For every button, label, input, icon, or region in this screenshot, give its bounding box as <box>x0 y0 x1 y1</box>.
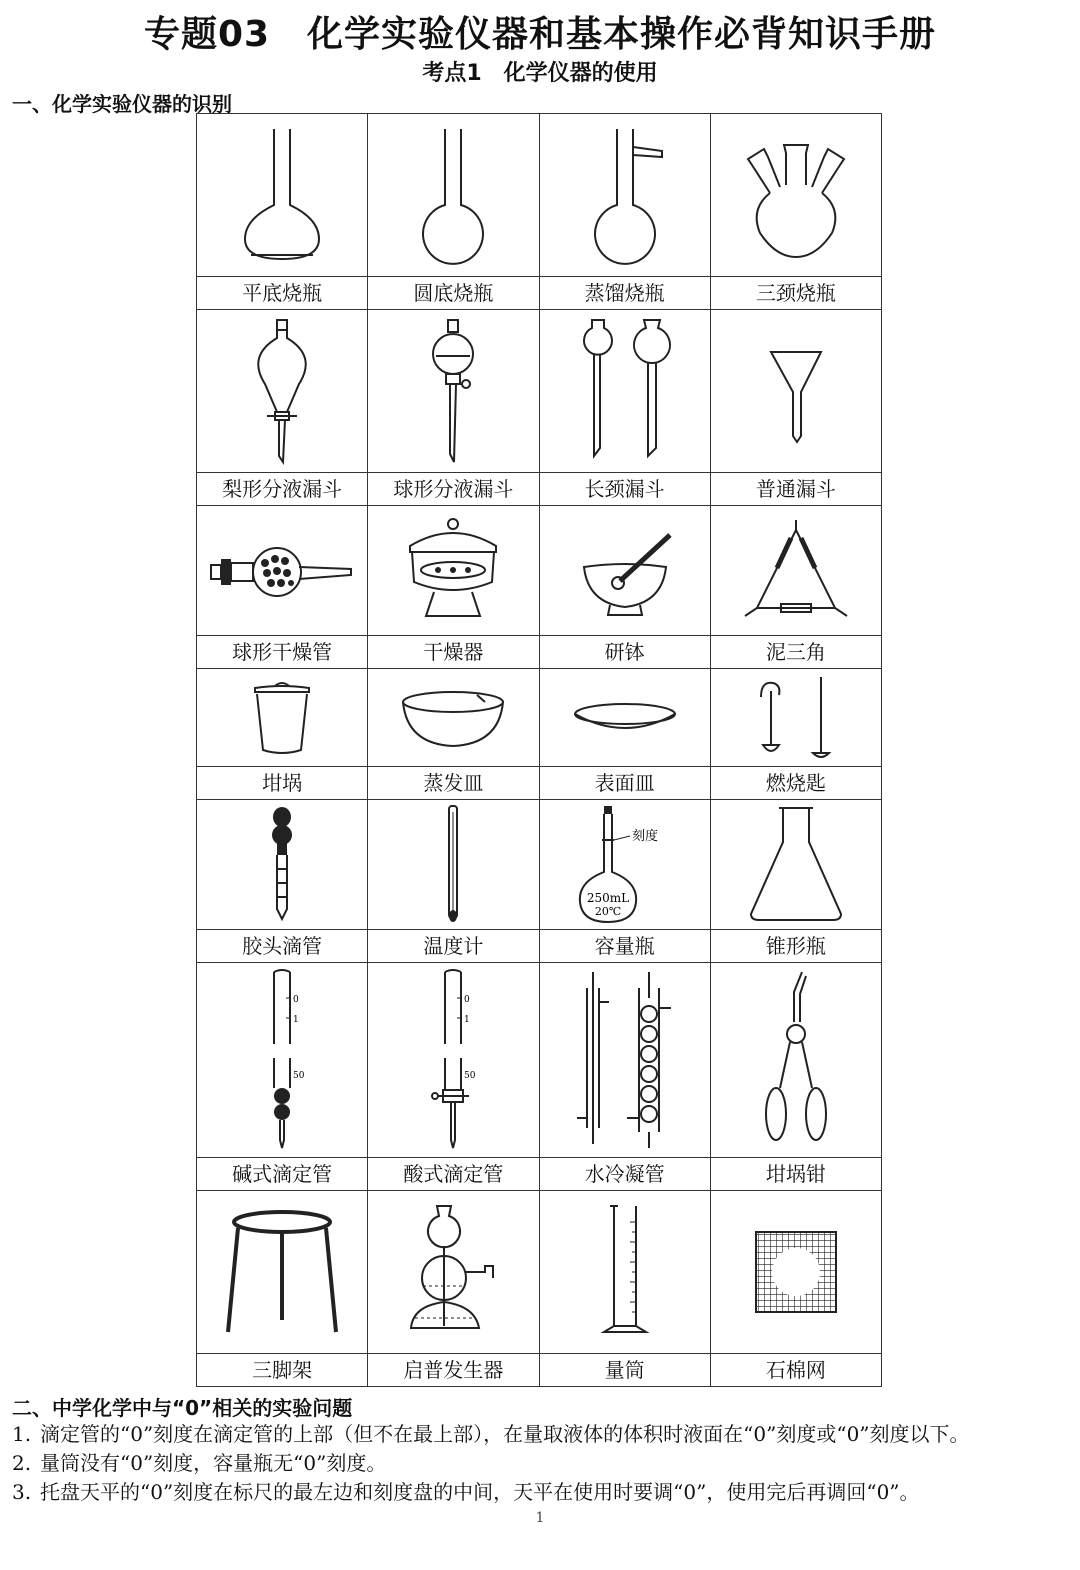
asbestos-gauze-icon <box>746 1222 846 1322</box>
label-long-neck-funnel: 长颈漏斗 <box>539 473 710 506</box>
label-distillation-flask: 蒸馏烧瓶 <box>539 277 710 310</box>
acid-burette-zero: 0 <box>464 994 471 1005</box>
flat-bottom-flask-icon <box>237 125 327 265</box>
spherical-separatory-funnel-icon <box>408 316 498 466</box>
page-subtitle: 考点1 化学仪器的使用 <box>422 61 658 86</box>
base-burette-fifty: 50 <box>293 1070 305 1081</box>
thermometer-cell <box>368 800 539 930</box>
note-text: 托盘天平的“0”刻度在标尺的最左边和刻度盘的中间，天平在使用时要调“0”，使用完后再调回“0”。 <box>40 1480 920 1504</box>
page-number: 1 <box>535 1510 545 1526</box>
desiccator-cell <box>368 506 539 636</box>
pear-separatory-funnel-cell <box>197 310 368 473</box>
tripod-cell <box>197 1191 368 1354</box>
clay-triangle-cell <box>710 506 881 636</box>
watch-glass-cell <box>539 669 710 767</box>
label-volumetric-flask: 容量瓶 <box>539 930 710 963</box>
crucible-tongs-cell <box>710 963 881 1158</box>
label-base-burette: 碱式滴定管 <box>197 1158 368 1191</box>
section-1-heading: 一、化学实验仪器的识别 <box>12 92 232 116</box>
label-flat-bottom-flask: 平底烧瓶 <box>197 277 368 310</box>
flask-volume-label: 250mL <box>586 891 629 905</box>
label-combustion-spoon: 燃烧匙 <box>710 767 881 800</box>
label-crucible: 坩埚 <box>197 767 368 800</box>
base-burette-one: 1 <box>293 1014 299 1025</box>
distillation-flask-cell <box>539 114 710 277</box>
note-text: 量筒没有“0”刻度，容量瓶无“0”刻度。 <box>40 1451 387 1475</box>
spherical-separatory-funnel-cell <box>368 310 539 473</box>
drying-tube-icon <box>207 521 357 621</box>
acid-burette-fifty: 50 <box>464 1070 476 1081</box>
evaporating-dish-cell <box>368 669 539 767</box>
thermometer-icon <box>423 802 483 927</box>
dropper-cell <box>197 800 368 930</box>
funnel-cell <box>710 310 881 473</box>
combustion-spoon-cell <box>710 669 881 767</box>
note-item <box>12 1478 1072 1507</box>
kipp-generator-icon <box>393 1202 513 1342</box>
note-item <box>12 1449 1072 1478</box>
mortar-cell <box>539 506 710 636</box>
acid-burette-cell <box>368 963 539 1158</box>
label-clay-triangle: 泥三角 <box>710 636 881 669</box>
label-funnel: 普通漏斗 <box>710 473 881 506</box>
label-mortar: 研钵 <box>539 636 710 669</box>
label-desiccator: 干燥器 <box>368 636 539 669</box>
label-kipp-generator: 启普发生器 <box>368 1354 539 1387</box>
three-neck-flask-cell <box>710 114 881 277</box>
erlenmeyer-flask-cell <box>710 800 881 930</box>
long-neck-funnel-icon <box>570 316 680 466</box>
round-bottom-flask-cell <box>368 114 539 277</box>
desiccator-icon <box>398 516 508 626</box>
note-number: 2. <box>12 1451 32 1475</box>
mortar-icon <box>570 521 680 621</box>
label-tripod: 三脚架 <box>197 1354 368 1387</box>
kipp-generator-cell <box>368 1191 539 1354</box>
drying-tube-cell <box>197 506 368 636</box>
label-watch-glass: 表面皿 <box>539 767 710 800</box>
combustion-spoon-icon <box>741 673 851 763</box>
base-burette-icon <box>242 968 322 1153</box>
label-asbestos-gauze: 石棉网 <box>710 1354 881 1387</box>
zero-notes-list <box>12 1420 1072 1507</box>
funnel-icon <box>751 316 841 466</box>
graduated-cylinder-icon <box>580 1202 670 1342</box>
clay-triangle-icon <box>741 516 851 626</box>
asbestos-gauze-cell <box>710 1191 881 1354</box>
label-graduated-cylinder: 量筒 <box>539 1354 710 1387</box>
acid-burette-one: 1 <box>464 1014 471 1025</box>
crucible-tongs-icon <box>746 968 846 1153</box>
flat-bottom-flask-cell <box>197 114 368 277</box>
label-evaporating-dish: 蒸发皿 <box>368 767 539 800</box>
instrument-table <box>196 113 882 1387</box>
label-three-neck-flask: 三颈烧瓶 <box>710 277 881 310</box>
note-number: 1. <box>12 1422 32 1446</box>
section-2-heading: 二、中学化学中与“0”相关的实验问题 <box>12 1396 353 1420</box>
three-neck-flask-icon <box>736 125 856 265</box>
volumetric-flask-icon <box>570 802 680 927</box>
watch-glass-icon <box>565 678 685 758</box>
label-crucible-tongs: 坩埚钳 <box>710 1158 881 1191</box>
base-burette-zero: 0 <box>293 994 299 1005</box>
note-item <box>12 1420 1072 1449</box>
label-condenser: 水冷凝管 <box>539 1158 710 1191</box>
label-pear-separatory-funnel: 梨形分液漏斗 <box>197 473 368 506</box>
evaporating-dish-icon <box>393 678 513 758</box>
crucible-cell <box>197 669 368 767</box>
tripod-icon <box>222 1202 342 1342</box>
scale-mark-label: 刻度 <box>631 829 658 844</box>
acid-burette-icon <box>413 968 493 1153</box>
label-thermometer: 温度计 <box>368 930 539 963</box>
label-round-bottom-flask: 圆底烧瓶 <box>368 277 539 310</box>
pear-separatory-funnel-icon <box>237 316 327 466</box>
dropper-icon <box>237 805 327 925</box>
graduated-cylinder-cell <box>539 1191 710 1354</box>
label-spherical-separatory-funnel: 球形分液漏斗 <box>368 473 539 506</box>
round-bottom-flask-icon <box>408 125 498 265</box>
volumetric-flask-cell <box>539 800 710 930</box>
erlenmeyer-flask-icon <box>741 802 851 927</box>
distillation-flask-icon <box>580 125 670 265</box>
condenser-icon <box>565 968 685 1153</box>
flask-temp-label: 20℃ <box>594 905 621 918</box>
long-neck-funnel-cell <box>539 310 710 473</box>
label-drying-tube: 球形干燥管 <box>197 636 368 669</box>
condenser-cell <box>539 963 710 1158</box>
label-dropper: 胶头滴管 <box>197 930 368 963</box>
base-burette-cell <box>197 963 368 1158</box>
note-text: 滴定管的“0”刻度在滴定管的上部（但不在最上部），在量取液体的体积时液面在“0”刻度或“0”刻度以下。 <box>40 1422 970 1446</box>
label-erlenmeyer-flask: 锥形瓶 <box>710 930 881 963</box>
page-title: 专题03 化学实验仪器和基本操作必背知识手册 <box>143 14 937 55</box>
note-number: 3. <box>12 1480 32 1504</box>
label-acid-burette: 酸式滴定管 <box>368 1158 539 1191</box>
crucible-icon <box>237 678 327 758</box>
